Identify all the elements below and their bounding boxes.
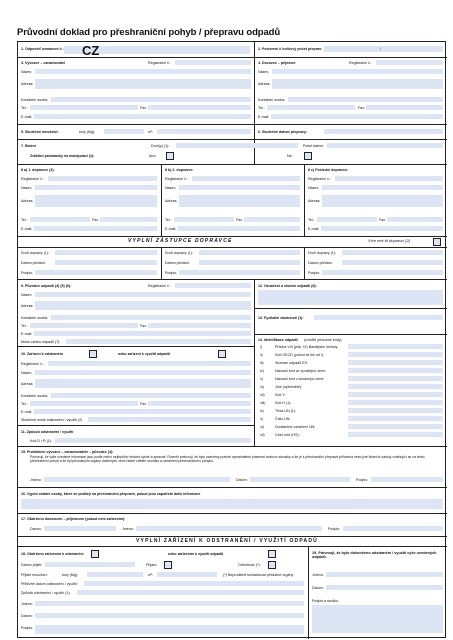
declarant-name-field[interactable] — [44, 477, 230, 482]
section-11-label: 11. Způsob odstranění / využití — [21, 430, 74, 434]
id-oecd-field[interactable] — [348, 352, 443, 357]
more-carriers-label: Více než tři dopravci (2) — [368, 238, 411, 243]
declarant-sign-label: Podpis: — [356, 478, 368, 482]
facility-contact-label: Kontaktní osoba: — [21, 394, 48, 398]
transport-3-date-field[interactable] — [342, 260, 443, 265]
facility-signer-name-field[interactable] — [35, 601, 304, 606]
carrier-2-email-label: E-mail: — [165, 227, 177, 231]
quantity-tons-label: tuny (Mg): — [79, 130, 96, 134]
exporter-tel-field[interactable] — [30, 105, 138, 110]
received-disposal-checkbox[interactable] — [91, 550, 99, 558]
importer-receipt-name-label: Jméno: — [122, 527, 134, 531]
transport-3-mode-field[interactable] — [342, 250, 443, 255]
packaging-types-field[interactable] — [176, 143, 298, 148]
importer-contact-label: Kontaktní osoba: — [258, 98, 285, 102]
exporter-name-label: Název: — [21, 70, 33, 74]
disposal-facility-checkbox[interactable] — [89, 350, 97, 358]
received-recovery-checkbox[interactable] — [268, 550, 276, 558]
carrier-3-reg-label: Registrační č.: — [308, 177, 331, 181]
id-row-num: xi) — [260, 425, 264, 429]
exporter-tel-label: Tel.: — [21, 106, 28, 110]
section-5-label: 5. Skutečné množství: — [21, 130, 59, 134]
special-handling-label: Zvláštní požadavky na manipulaci (2): — [30, 154, 95, 158]
carrier-3-email-label: E-mail: — [308, 227, 320, 231]
id-row-label: Národní kód v dovážející zemi: — [275, 377, 325, 381]
carrier-2-tel-label: Tel.: — [165, 218, 172, 222]
country-code: CZ — [82, 43, 100, 58]
waste-shipment-form — [17, 41, 446, 638]
importer-receipt-sign-field[interactable] — [343, 526, 443, 531]
special-no-checkbox[interactable] — [304, 152, 312, 160]
producer-reg-field[interactable] — [175, 283, 251, 288]
accepted-label: Přijato: — [146, 563, 158, 567]
carrier-1-email-field[interactable] — [34, 226, 157, 231]
producer-name-field[interactable] — [35, 292, 251, 297]
transport-3-sign-field[interactable] — [322, 270, 443, 275]
received-tons-label: tuny (Mg): — [62, 573, 79, 577]
carrier-2-label: 8 b) 2. dopravce: — [165, 168, 194, 172]
id-import-code-field[interactable] — [348, 376, 443, 381]
declaration-text: Potvrzuji, že výše uvedené informace jsou podle mého nejlepšího vědomí úplné a správné. Rovněž potvrzuji, že byly uzavřeny právně vymahatelné písemné smluvní závazky a že je k přeshraniční přepravě přiložena nebo jiné finanční záruky vztahující se na tento přeshraniční pohyb a že byl příslušnými orgány dotčených zemí řádně udělen souhlas a oznámení přeshraničního pohybu. — [30, 455, 425, 464]
id-row-label: Příloha VIII (příp. IX) Basilejské úmluvy: — [275, 345, 339, 349]
row-divider — [18, 139, 447, 140]
transport-2-sign-field[interactable] — [179, 270, 300, 275]
facility-signer-sign-label: Podpis: — [21, 626, 33, 630]
id-row-num: vii) — [260, 393, 265, 397]
facility-band-heading: VYPLNÍ ZAŘÍZENÍ K ODSTRANĚNÍ / VYUŽITÍ ODPADŮ — [136, 538, 318, 544]
exporter-name-field[interactable] — [35, 69, 251, 74]
exporter-address-field[interactable] — [35, 79, 251, 89]
section-9-label: 9. Původce odpadů (4) (5) (6): — [21, 284, 72, 288]
id-row-num: v) — [260, 377, 263, 381]
id-row-label: Kód H (1): — [275, 401, 292, 405]
importer-tel-field[interactable] — [267, 105, 355, 110]
producer-address-label: Adresa: — [21, 304, 34, 308]
rejected-label: Odmítnuto (*): — [238, 563, 261, 567]
importer-receipt-sign-label: Podpis: — [328, 527, 340, 531]
packaging-types-label: Druh(y) (1): — [151, 144, 170, 148]
transport-2-sign-label: Podpis: — [165, 271, 177, 275]
transport-1-date-field[interactable] — [55, 260, 157, 265]
row-divider — [254, 334, 447, 335]
page-title: Průvodní doklad pro přeshraniční pohyb / přepravu odpadů — [17, 27, 281, 38]
producer-place-label: Místo vzniku odpadů (7): — [21, 340, 61, 344]
producer-address-field[interactable] — [35, 301, 251, 310]
exporter-email-label: E-mail: — [21, 115, 33, 119]
accepted-checkbox[interactable] — [164, 561, 172, 569]
carrier-2-address-field[interactable] — [179, 195, 300, 207]
carrier-2-fax-field[interactable] — [244, 217, 300, 222]
facility-tel-field[interactable] — [30, 401, 138, 406]
facility-signer-date-field[interactable] — [35, 613, 304, 618]
completion-sign-label: Podpis a razítko: — [312, 599, 339, 603]
completion-name-label: Jméno: — [312, 573, 324, 577]
id-ec-list-field[interactable] — [348, 360, 443, 365]
received-tons-field[interactable] — [87, 572, 143, 577]
carrier-3-reg-field[interactable] — [335, 176, 443, 181]
facility-address-label: Adresa: — [21, 382, 34, 386]
importer-address-field[interactable] — [272, 79, 443, 89]
id-row-label: Třída UN (1): — [275, 409, 296, 413]
producer-place-field[interactable] — [66, 339, 251, 344]
operation-code-label: Kód D / R (1): — [30, 439, 52, 443]
id-h-code-field[interactable] — [348, 400, 443, 405]
id-row-num: xii) — [260, 433, 265, 437]
importer-fax-field[interactable] — [366, 105, 443, 110]
id-hs-code-field[interactable] — [348, 432, 443, 437]
row-divider — [18, 164, 447, 165]
operation-code-field[interactable] — [55, 438, 251, 443]
transport-2-mode-label: Druh dopravy (1): — [165, 251, 193, 255]
declarant-sign-field[interactable] — [371, 477, 443, 482]
facility-signer-date-label: Datum: — [21, 614, 33, 618]
declarant-date-label: Datum: — [236, 478, 248, 482]
special-no-label: Ne: — [287, 154, 293, 158]
carrier-1-fax-label: Fax: — [92, 218, 99, 222]
column-divider — [308, 546, 309, 639]
id-row-label: Číslo UN: — [275, 417, 291, 421]
approx-date-field[interactable] — [84, 581, 304, 586]
producer-tel-label: Tel.: — [21, 324, 28, 328]
declarant-name-label: Jméno: — [30, 478, 42, 482]
recovery-facility-checkbox[interactable] — [218, 350, 226, 358]
producer-reg-label: Registrační č.: — [148, 284, 171, 288]
section-16-label: 16. Vyplní ostatní osoby, které se podílejí na přeshraniční přepravě, pokud jsou zapotřebí další informace — [21, 492, 201, 496]
id-row-label: Celní kód (HS): — [275, 433, 300, 437]
carrier-3-address-label: Adresa: — [308, 199, 321, 203]
id-un-name-field[interactable] — [348, 424, 443, 429]
column-divider — [254, 279, 255, 446]
carrier-3-email-field[interactable] — [321, 226, 443, 231]
transport-1-sign-label: Podpis: — [21, 271, 33, 275]
shipment-slash: / — [380, 47, 381, 51]
transport-3-date-label: Datum předání: — [308, 261, 333, 265]
importer-name-field[interactable] — [272, 69, 443, 74]
transport-1-date-label: Datum předání: — [21, 261, 46, 265]
producer-name-label: Název: — [21, 293, 33, 297]
completion-name-field[interactable] — [326, 572, 443, 577]
id-row-label: Seznam odpadů ES: — [275, 361, 308, 365]
transport-3-mode-label: Druh dopravy (1): — [308, 251, 336, 255]
rejected-note: (*) Neprodleně kontaktovat příslušné orgány — [223, 573, 294, 577]
carrier-2-name-label: Název: — [165, 186, 177, 190]
section-4-label: 4. Dovozce – příjemce — [258, 61, 296, 65]
column-divider — [254, 42, 255, 139]
exporter-reg-field[interactable] — [175, 60, 251, 65]
transport-1-sign-field[interactable] — [35, 270, 157, 275]
carrier-1-reg-label: Registrační č.: — [21, 177, 44, 181]
facility-name-field[interactable] — [35, 370, 251, 375]
completion-date-label: Datum: — [312, 586, 324, 590]
approx-date-label: Přibližné datum odstranění / využití: — [21, 582, 78, 586]
id-row-num: ix) — [260, 409, 264, 413]
carrier-3-fax-field[interactable] — [387, 217, 443, 222]
importer-reg-field[interactable] — [376, 60, 443, 65]
producer-tel-field[interactable] — [30, 323, 138, 328]
shipment-count-field[interactable] — [324, 46, 443, 52]
carrier-1-fax-field[interactable] — [100, 217, 157, 222]
quantity-tons-field[interactable] — [104, 129, 144, 134]
quantity-m3-label: m³: — [148, 130, 154, 134]
carrier-2-fax-label: Fax: — [236, 218, 243, 222]
id-other-field[interactable] — [348, 384, 443, 389]
carrier-2-name-field[interactable] — [179, 185, 300, 190]
transport-1-mode-label: Druh dopravy (1): — [21, 251, 49, 255]
receipt-date-field[interactable] — [45, 562, 135, 567]
id-row-label: Národní kód ve vyvážející zemi: — [275, 369, 326, 373]
producer-contact-label: Kontaktní osoba: — [21, 316, 48, 320]
producer-contact-field[interactable] — [51, 315, 251, 320]
importer-tel-label: Tel.: — [258, 106, 265, 110]
carrier-3-label: 8 c) Poslední dopravce: — [308, 168, 349, 172]
quantity-m3-field[interactable] — [157, 129, 251, 134]
id-un-number-field[interactable] — [348, 416, 443, 421]
completion-sign-field[interactable] — [312, 605, 443, 633]
section-19-label: 19. Potvrzuji, že bylo dokončeno odstranění / využití výše uvedených odpadů. — [312, 551, 437, 560]
section-3-label: 3. Vývozce – oznamovatel — [21, 61, 66, 65]
column-divider — [161, 164, 162, 236]
carrier-2-reg-field[interactable] — [192, 176, 300, 181]
transport-1-mode-field[interactable] — [55, 250, 157, 255]
received-m3-field[interactable] — [157, 572, 217, 577]
receipt-date-label: Datum přijetí: — [21, 563, 43, 567]
facility-email-field[interactable] — [34, 409, 251, 414]
transport-2-date-label: Datum předání: — [165, 261, 190, 265]
additional-info-field[interactable] — [21, 499, 443, 509]
importer-receipt-name-field[interactable] — [136, 526, 322, 531]
received-m3-label: m³: — [148, 573, 154, 577]
carrier-3-tel-field[interactable] — [317, 217, 377, 222]
carrier-1-tel-label: Tel.: — [21, 218, 28, 222]
column-divider — [304, 164, 305, 236]
packages-count-field[interactable] — [327, 143, 443, 148]
physical-characteristics-field[interactable] — [314, 315, 443, 320]
facility-signer-sign-field[interactable] — [35, 625, 304, 634]
facility-fax-field[interactable] — [148, 401, 251, 406]
section-14-label: 14. Identifikace odpadů — [258, 338, 298, 342]
exporter-contact-field[interactable] — [51, 97, 251, 102]
producer-email-field[interactable] — [34, 331, 251, 336]
carrier-1-address-label: Adresa: — [21, 199, 34, 203]
facility-reg-label: Registrační č.: — [21, 362, 44, 366]
column-divider — [161, 247, 162, 279]
id-row-num: x) — [260, 417, 263, 421]
carrier-2-tel-field[interactable] — [174, 217, 234, 222]
section-12-label: 12. Označení a složení odpadů (8): — [258, 284, 317, 288]
section-6-label: 6. Skutečné datum přepravy: — [258, 130, 308, 134]
column-divider — [304, 247, 305, 279]
carrier-1-tel-field[interactable] — [30, 217, 90, 222]
declarant-date-field[interactable] — [250, 477, 350, 482]
exporter-fax-field[interactable] — [148, 105, 251, 110]
importer-receipt-date-field[interactable] — [44, 526, 116, 531]
row-divider — [18, 346, 254, 347]
special-yes-checkbox[interactable] — [166, 152, 174, 160]
importer-reg-label: Registrační č.: — [349, 61, 372, 65]
transport-3-sign-label: Podpis: — [308, 271, 320, 275]
row-divider — [18, 446, 447, 447]
section-7-label: 7. Balení — [21, 144, 36, 148]
rejected-checkbox[interactable] — [268, 561, 276, 569]
row-divider — [18, 536, 447, 537]
carrier-3-address-field[interactable] — [322, 195, 443, 207]
id-un-class-field[interactable] — [348, 408, 443, 413]
facility-tel-label: Tel.: — [21, 402, 28, 406]
facility-contact-field[interactable] — [51, 393, 251, 398]
carrier-3-fax-label: Fax: — [379, 218, 386, 222]
section-1-label: 1. Odpověď oznámení č.: — [21, 47, 64, 51]
id-basel-field[interactable] — [348, 344, 443, 349]
importer-receipt-date-label: Datum: — [30, 527, 42, 531]
carrier-1-name-field[interactable] — [35, 185, 157, 190]
id-row-num: iv) — [260, 369, 264, 373]
facility-address-field[interactable] — [35, 379, 251, 388]
id-row-num: vi) — [260, 385, 264, 389]
exporter-contact-label: Kontaktní osoba: — [21, 98, 48, 102]
section-15-label: 15. Prohlášení vývozce – oznamovatele – původce (4): — [21, 450, 114, 454]
recovery-facility-label: nebo zařízení k využití odpadů — [118, 352, 170, 356]
section-18-label: 18. Obdrženo zařízením k odstranění — [21, 552, 84, 556]
id-row-num: i) — [260, 345, 262, 349]
importer-email-field[interactable] — [271, 114, 443, 119]
importer-contact-field[interactable] — [288, 97, 443, 102]
id-row-num: ii) — [260, 353, 263, 357]
id-row-label: Kód OECD (pokud se liší od i): — [275, 353, 324, 357]
facility-site-label: Skutečné místo odstranění / využití (2) — [21, 418, 83, 422]
section-2-label: 2. Potvrzení č./celkový počet přeprav: — [258, 47, 323, 51]
exporter-address-label: Adresa: — [21, 82, 34, 86]
completion-date-field[interactable] — [326, 585, 443, 590]
row-divider — [18, 487, 447, 488]
transport-2-date-field[interactable] — [199, 260, 300, 265]
carrier-1-address-field[interactable] — [35, 195, 157, 207]
carrier-3-name-field[interactable] — [322, 185, 443, 190]
carrier-1-label: 8 a) 1. dopravce (3): — [21, 168, 55, 172]
section-17-label: 17. Obdrženo dovozcem – příjemcem (pokud není zařízením): — [21, 517, 126, 521]
producer-fax-field[interactable] — [148, 323, 251, 328]
special-yes-label: Ano: — [149, 154, 157, 158]
transport-2-mode-field[interactable] — [199, 250, 300, 255]
row-divider — [18, 546, 447, 547]
received-qty-label: Přijaté množství: — [21, 573, 48, 577]
packages-count-label: Počet balení: — [303, 144, 324, 148]
importer-name-label: Název: — [258, 70, 270, 74]
more-carriers-checkbox[interactable] — [433, 238, 441, 246]
method-field[interactable] — [77, 590, 304, 595]
id-row-label: Kód Y: — [275, 393, 286, 397]
facility-email-label: E-mail: — [21, 410, 33, 414]
producer-fax-label: Fax: — [140, 324, 147, 328]
carrier-1-email-label: E-mail: — [21, 227, 33, 231]
facility-signer-name-label: Jméno: — [21, 602, 33, 606]
section-10-label: 10. Zařízení k odstranění — [21, 352, 63, 356]
importer-address-label: Adresa: — [258, 82, 271, 86]
producer-email-label: E-mail: — [21, 332, 33, 336]
waste-composition-field[interactable] — [258, 290, 443, 305]
row-divider — [18, 247, 447, 248]
carrier-band-heading: VYPLNÍ ZÁSTUPCE DOPRAVCE — [128, 238, 233, 244]
exporter-reg-label: Registrační č.: — [148, 61, 171, 65]
carrier-2-email-field[interactable] — [178, 226, 300, 231]
id-export-code-field[interactable] — [348, 368, 443, 373]
carrier-2-reg-label: Registrační č.: — [165, 177, 188, 181]
exporter-email-field[interactable] — [34, 114, 251, 119]
carrier-3-name-label: Název: — [308, 186, 320, 190]
facility-name-label: Název: — [21, 371, 33, 375]
section-14-note: (uveďte příslušné kódy) — [304, 338, 342, 342]
carrier-1-name-label: Název: — [21, 186, 33, 190]
shipment-date-field[interactable] — [324, 129, 443, 134]
importer-email-label: E-mail: — [258, 115, 270, 119]
id-y-code-field[interactable] — [348, 392, 443, 397]
row-divider — [18, 279, 447, 280]
importer-fax-label: Fax: — [358, 106, 365, 110]
exporter-fax-label: Fax: — [140, 106, 147, 110]
carrier-3-tel-label: Tel.: — [308, 218, 315, 222]
carrier-1-reg-field[interactable] — [48, 176, 157, 181]
row-divider — [254, 308, 447, 309]
row-divider — [18, 425, 254, 426]
facility-site-field[interactable] — [88, 417, 251, 422]
row-divider — [18, 236, 447, 237]
id-row-num: iii) — [260, 361, 264, 365]
received-recovery-label: nebo zařízením k využití odpadů — [168, 552, 224, 556]
id-row-label: Dodatečné označení UN: — [275, 425, 316, 429]
id-row-label: Jiné (upřesněte): — [275, 385, 302, 389]
row-divider — [18, 513, 447, 514]
section-13-label: 13. Fyzikální vlastnosti (1): — [258, 316, 304, 320]
row-divider — [18, 124, 447, 125]
facility-fax-label: Fax: — [140, 402, 147, 406]
carrier-2-address-label: Adresa: — [165, 199, 178, 203]
id-row-num: viii) — [260, 401, 266, 405]
method-label: Způsob odstranění / využití (1): — [21, 591, 71, 595]
facility-reg-field[interactable] — [48, 361, 251, 366]
